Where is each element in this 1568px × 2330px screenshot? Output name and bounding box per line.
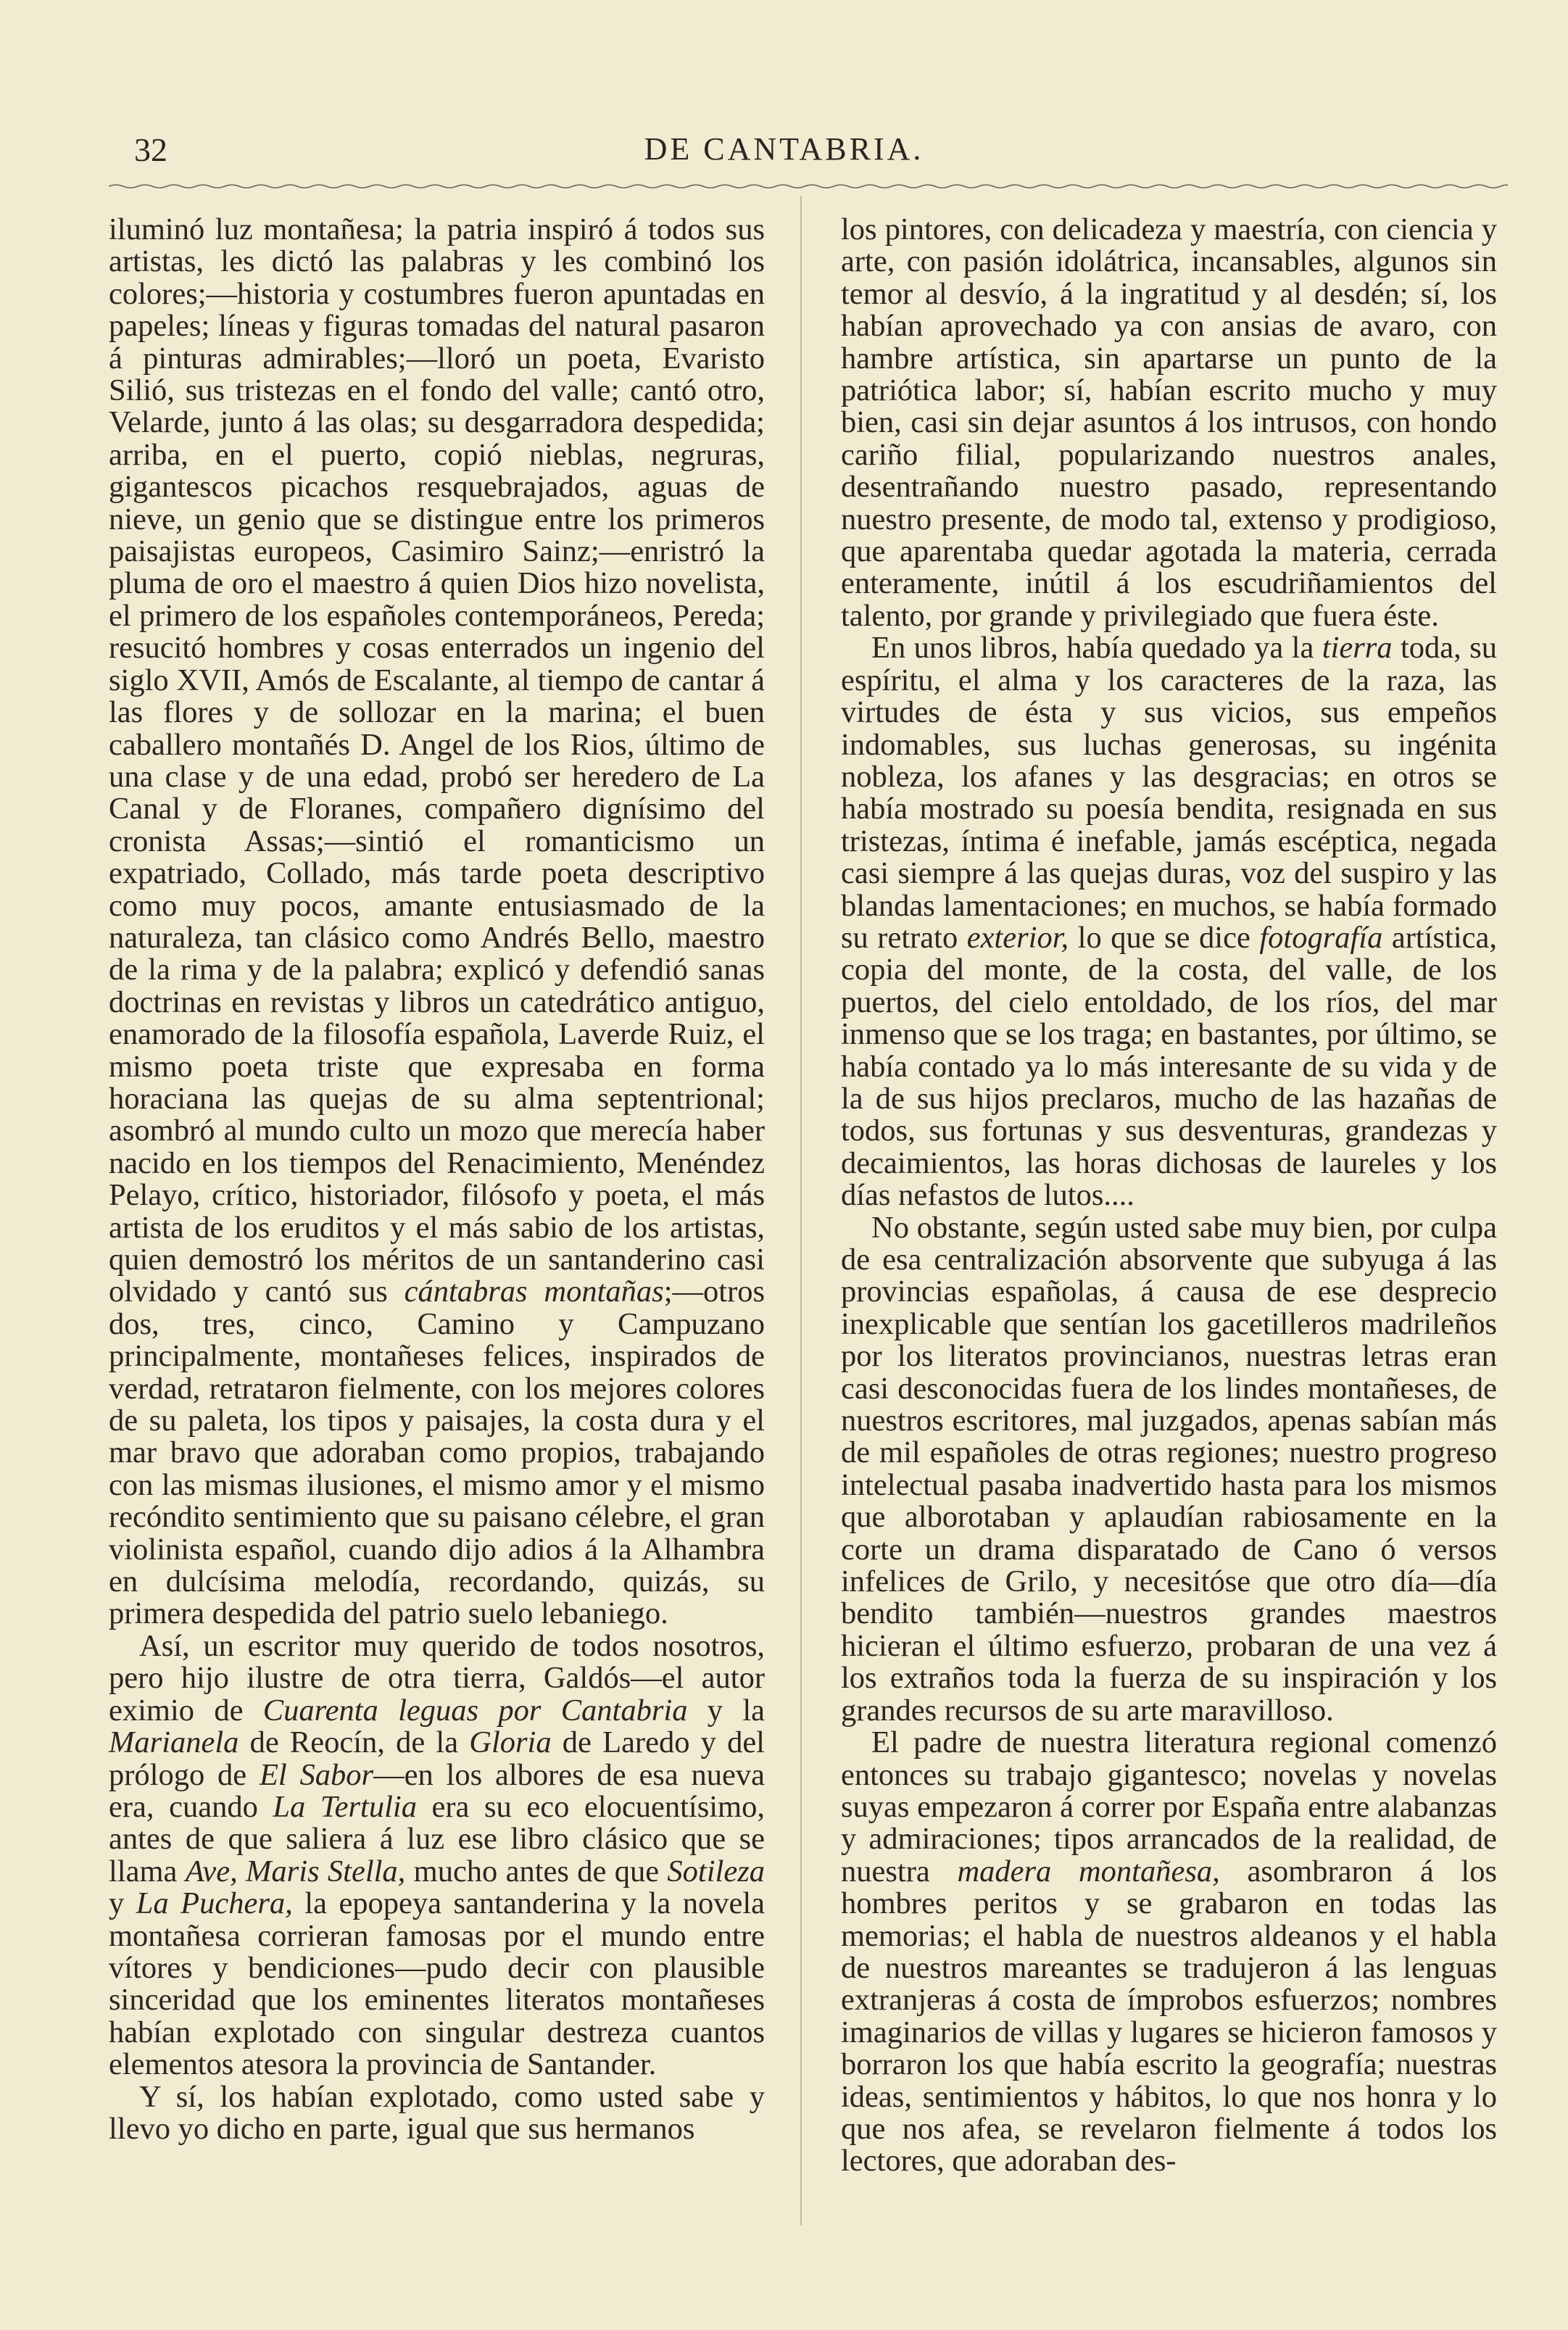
italic-text: Gloria <box>469 1725 552 1760</box>
text-run: asombraron á los hombres peritos y se grabaron en todas las memorias; el habla de nuestros aldeanos y el habla de nuestros mareantes se tradujeron á las lenguas extranjeras á costa de ímprobos esfuerzos; nombres imaginarios de villas y lugares se hicieron famosos y borraron los que había escrito la geografía; nuestras ideas, sentimientos y hábitos, lo que nos honra y lo que nos afea, se revelaron fielmente á todos los lectores, que adoraban des- <box>841 1854 1497 2178</box>
column-divider <box>800 196 802 2226</box>
text-run: de Reocín, de la <box>238 1725 470 1760</box>
italic-text: tierra <box>1322 631 1393 666</box>
text-run: toda, su espíritu, el alma y los caracteres de la raza, las virtudes de ésta y sus vicios, sus empeños indomables, sus luchas generosas, su ingénita nobleza, los afanes y las desgracias; en otros se había mostrado su poesía bendita, resignada en sus tristezas, íntima é inefable, jamás escéptica, negada casi siempre á las quejas duras, voz del suspiro y las blandas lamentaciones; en muchos, se había formado su retrato <box>841 631 1497 955</box>
left-paragraph-2 <box>109 1630 765 2081</box>
right-paragraph-1 <box>841 214 1497 632</box>
text-run: No obstante, según usted sabe muy bien, por culpa de esa centralización absorvente que subyuga á las provincias españolas, á causa de ese desprecio inexplicable que sentían los gacetilleros madrileños por los literatos provincianos, nuestras letras eran casi desconocidas fuera de los lindes montañeses, de nuestros escritores, mal juzgados, apenas sabían más de mil españoles de otras regiones; nuestro progreso intelectual pasaba inadvertido hasta para los mismos que alborotaban y aplaudían rabiosamente en la corte un drama disparatado de Cano ó versos infelices de Grilo, y necesitóse que otro día—día bendito también—nuestros grandes maestros hicieran el último esfuerzo, probaran de una vez á los extraños toda la fuerza de su inspiración y los grandes recursos de su arte maravilloso. <box>841 1210 1497 1728</box>
left-paragraph-3 <box>109 2081 765 2146</box>
italic-text: Marianela <box>109 1725 239 1760</box>
text-run: de Laredo y del prólogo de <box>109 1725 765 1792</box>
text-run: Así, un escritor muy querido de todos nosotros, pero hijo ilustre de otra tierra, Galdós—el autor eximio de <box>109 1628 765 1728</box>
right-paragraph-3 <box>841 1212 1497 1728</box>
text-run: artística, copia del monte, de la costa, del valle, de los puertos, del cielo entoldado, de los ríos, del mar inmenso que se los traga; en bastantes, por último, se había contado ya lo más interesante de su vida y de la de sus hijos preclaros, mucho de las hazañas de todos, sus fortunas y sus desventuras, grandezas y decaimientos, las horas dichosas de laureles y los días nefastos de lutos.... <box>841 920 1498 1213</box>
italic-text: El Sabor <box>259 1757 374 1792</box>
italic-text: Ave, Maris Stella, <box>185 1854 406 1889</box>
left-paragraph-1 <box>109 214 765 1630</box>
italic-text: La Tertulia <box>273 1789 417 1824</box>
italic-text: La Puchera, <box>136 1886 293 1921</box>
italic-text: fotografía <box>1259 920 1383 955</box>
page-header <box>0 130 1568 181</box>
text-run: mucho antes de que <box>405 1854 668 1889</box>
italic-text: exterior, <box>966 920 1069 955</box>
page-number: 32 <box>134 131 167 168</box>
text-run: El padre de nuestra literatura regional comenzó entonces su trabajo gigantesco; novelas y novelas suyas empezaron á correr por España entre alabanzas y admiraciones; tipos arrancados de la realidad, de nuestra <box>841 1725 1498 1889</box>
text-run: ;—otros dos, tres, cinco, Camino y Campuzano principalmente, montañeses felices, inspirados de verdad, retrataron fielmente, con los mejores colores de su paleta, los tipos y paisajes, la costa dura y el mar bravo que adoraban como propios, trabajando con las mismas ilusiones, el mismo amor y el mismo recóndito sentimiento que su paisano célebre, el gran violinista español, cuando dijo adios á la Alhambra en dulcísima melodía, recordando, quizás, su primera despedida del patrio suelo lebaniego. <box>109 1274 766 1631</box>
italic-text: Cuarenta leguas por Cantabria <box>262 1693 688 1728</box>
text-run: —en los albores de esa nueva era, cuando <box>109 1757 766 1824</box>
text-run: iluminó luz montañesa; la patria inspiró á todos sus artistas, les dictó las palabras y les combinó los colores;—historia y costumbres fueron apuntadas en papeles; líneas y figuras tomadas del natural pasaron á pinturas admirables;—lloró un poeta, Evaristo Silió, sus tristezas en el fondo del valle; cantó otro, Velarde, junto á las olas; su desgarradora despedida; arriba, en el puerto, copió nieblas, negruras, gigantescos picachos resquebrajados, aguas de nieve, un genio que se distingue entre los primeros paisajistas europeos, Casimiro Sainz;—enristró la pluma de oro el maestro á quien Dios hizo novelista, el primero de los españoles contemporáneos, Pereda; resucitó hombres y cosas enterrados un ingenio del siglo XVII, Amós de Escalante, al tiempo de cantar á las flores y de sollozar en la marina; el buen caballero montañés D. Angel de los Rios, último de una clase y de una edad, probó ser heredero de La Canal y de Floranes, compañero dignísimo del cronista Assas;—sintió el romanticismo un expatriado, Collado, más tarde poeta descriptivo como muy pocos, amante entusiasmado de la naturaleza, tan clásico como Andrés Bello, maestro de la rima y de la palabra; explicó y defendió sanas doctrinas en revistas y libros un catedrático antiguo, enamorado de la filosofía española, Laverde Ruiz, el mismo poeta triste que expresaba en forma horaciana las quejas de su alma septentrional; asombró al mundo culto un mozo que merecía haber nacido en los tiempos del Renacimiento, Menéndez Pelayo, crítico, historiador, filósofo y poeta, el más artista de los eruditos y el más sabio de los artistas, quien demostró los méritos de un santanderino casi olvidado y cantó sus <box>109 212 765 1309</box>
text-run: la epopeya santanderina y la novela montañesa corrieran famosas por el mundo entre vítores y bendiciones—pudo decir con plausible sinceridad que los eminentes literatos montañeses habían explotado con singular destreza cuantos elementos atesora la provincia de Santander. <box>109 1886 766 2082</box>
italic-text: Sotileza <box>667 1854 765 1889</box>
text-run: lo que se dice <box>1069 920 1260 955</box>
left-column <box>109 214 765 2145</box>
text-run: En unos libros, había quedado ya la <box>871 631 1322 666</box>
italic-text: madera montañesa, <box>957 1854 1220 1889</box>
italic-text: cántabras montañas <box>404 1274 664 1309</box>
text-run: era su eco elocuentísimo, antes de que saliera á luz ese libro clásico que se llama <box>109 1789 765 1889</box>
right-paragraph-2 <box>841 632 1497 1211</box>
right-paragraph-4 <box>841 1727 1497 2178</box>
header-rule <box>109 183 1508 190</box>
text-run: los pintores, con delicadeza y maestría, con ciencia y arte, con pasión idolátrica, incansables, algunos sin temor al desvío, á la ingratitud y al desdén; sí, los habían aprovechado ya con ansias de avaro, con hambre artística, sin apartarse un punto de la patriótica labor; sí, habían escrito mucho y muy bien, casi sin dejar asuntos á los intrusos, con hondo cariño filial, popularizando nuestros anales, desentrañando nuestro pasado, representando nuestro presente, de modo tal, extenso y prodigioso, que aparentaba quedar agotada la materia, cerrada enteramente, inútil á los escudriñamientos del talento, por grande y privilegiado que fuera éste. <box>841 212 1497 633</box>
text-run: Y sí, los habían explotado, como usted sabe y llevo yo dicho en parte, igual que sus hermanos <box>109 2079 765 2146</box>
right-column <box>841 214 1497 2178</box>
running-title: DE CANTABRIA. <box>644 131 924 167</box>
text-run: y la <box>687 1693 765 1728</box>
text-run: y <box>109 1886 136 1921</box>
